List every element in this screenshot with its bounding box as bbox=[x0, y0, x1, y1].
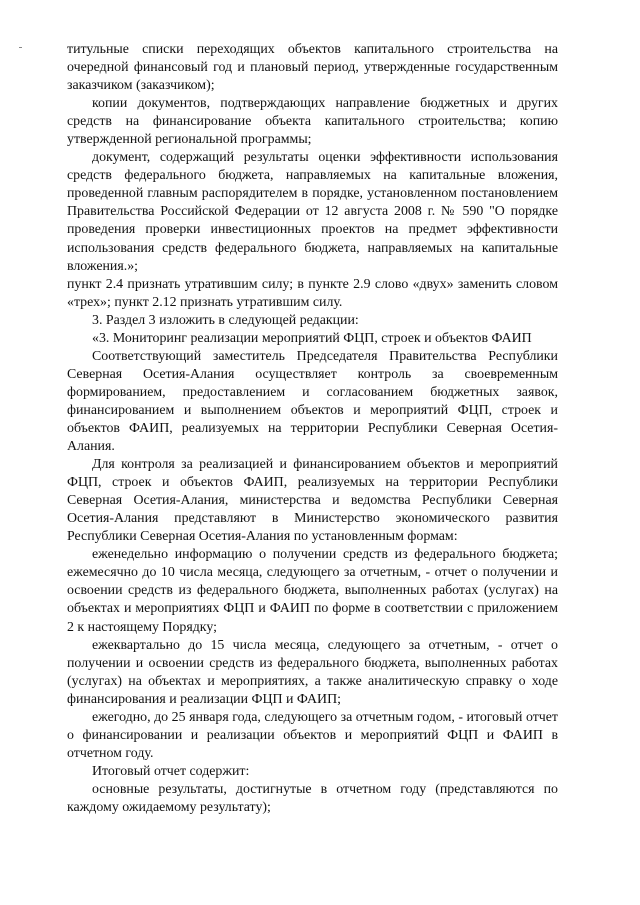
paragraph-final-report-contains: Итоговый отчет содержит: bbox=[92, 763, 250, 779]
paragraph-section-3-intro: 3. Раздел 3 изложить в следующей редакции: bbox=[92, 312, 359, 328]
paragraph-ministries-report: Для контроля за реализацией и финансированием объектов и мероприятий ФЦП, строек и объектов ФАИП, реализуемых на территории Республики Северная Осетия-Алания, министерства и ведомства Республики Северная Осетия-Алания представляют в Министерство экономического развития Республики Северная Осетия-Алания по установленным формам: bbox=[67, 457, 558, 545]
paragraph-budget-docs: копии документов, подтверждающих направление бюджетных и других средств на финансирование объекта капитального строительства; копию утвержденной региональной программы; bbox=[67, 96, 558, 148]
paragraph-annual: ежегодно, до 25 января года, следующего за отчетным годом, - итоговый отчет о финансировании и реализации объектов и мероприятий ФЦП и ФАИП в отчетном году. bbox=[67, 709, 558, 761]
paragraph-efficiency-assessment: документ, содержащий результаты оценки эффективности использования средств федерального бюджета, направляемых на капитальные вложения, проведенной главным распорядителем в порядке, установленном постановлением Правительства Российской Федерации от 12 августа 2008 г. № 590 "О порядке проведения проверки инвестиционных проектов на предмет эффективности использования средств федерального бюджета, направляемых на капитальные вложения.»; bbox=[67, 150, 558, 274]
paragraph-weekly-monthly: еженедельно информацию о получении средств из федерального бюджета; ежемесячно до 10 числа месяца, следующего за отчетным, - отчет о получении и освоении средств из федерального бюджета, выполненных работах (услугах) на объектах и мероприятиях ФЦП и ФАИП по форме в соответствии с приложением 2 к настоящему Порядку; bbox=[67, 547, 558, 635]
document-body bbox=[67, 41, 558, 817]
paragraph-main-results: основные результаты, достигнутые в отчетном году (представляются по каждому ожидаемому результату); bbox=[67, 781, 558, 815]
paragraph-title-lists: титульные списки переходящих объектов капитального строительства на очередной финансовый год и плановый период, утвержденные государственным заказчиком (заказчиком); bbox=[67, 42, 558, 94]
paragraph-quarterly: ежеквартально до 15 числа месяца, следующего за отчетным, - отчет о получении и освоении средств из федерального бюджета, выполненных работах (услугах) на объектах и мероприятиях, а также аналитическую справку о ходе финансирования и реализации ФЦП и ФАИП; bbox=[67, 637, 558, 707]
scan-artifact-mark bbox=[19, 47, 22, 48]
paragraph-repealed-items: пункт 2.4 признать утратившим силу; в пункте 2.9 слово «двух» заменить словом «трех»; пункт 2.12 признать утратившим силу. bbox=[67, 276, 558, 310]
paragraph-deputy-control: Соответствующий заместитель Председателя Правительства Республики Северная Осетия-Алания осуществляет контроль за своевременным формированием, предоставлением и согласованием бюджетных заявок, финансированием и выполнением объектов и мероприятий ФЦП, строек и объектов ФАИП, реализуемых на территории Республики Северная Осетия-Алания. bbox=[67, 348, 558, 455]
section-3-heading: «3. Мониторинг реализации мероприятий ФЦП, строек и объектов ФАИП bbox=[92, 330, 532, 346]
